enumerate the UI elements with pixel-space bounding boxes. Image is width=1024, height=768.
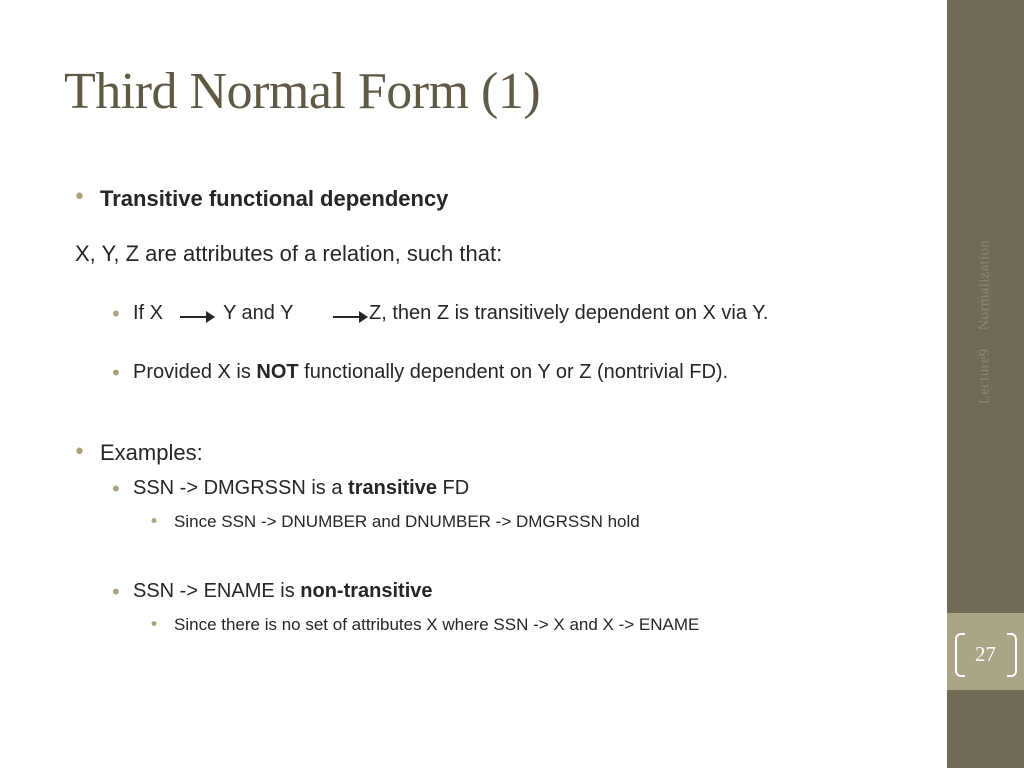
right-arrow-icon	[333, 316, 367, 318]
intro-text: X, Y, Z are attributes of a relation, such that:	[75, 241, 503, 266]
example1-text	[133, 477, 469, 500]
bullet-dot: •	[149, 615, 160, 635]
bullet-dot: •	[110, 361, 122, 385]
heading-transitive-fd	[100, 186, 448, 212]
rule1-part1: If X	[133, 302, 164, 324]
rule1-part3: Z, then Z is transitively dependent on X via Y.	[369, 302, 769, 324]
rule2-text	[133, 361, 728, 384]
rule2-pre: Provided X is	[133, 361, 257, 383]
rule2-post: functionally dependent on Y or Z (nontrivial FD).	[298, 361, 729, 383]
rule2-bold: NOT	[256, 361, 299, 383]
example2-note: Since there is no set of attributes X where SSN -> X and X -> ENAME	[174, 615, 700, 634]
bullet-dot: •	[110, 580, 122, 604]
example1-post: FD	[436, 477, 470, 499]
example2-text	[133, 580, 433, 603]
example1-pre: SSN -> DMGRSSN is a	[133, 477, 349, 499]
right-arrow-icon	[180, 316, 214, 318]
bullet-dot: •	[73, 185, 86, 210]
page-number: 27	[975, 642, 996, 666]
footer-lecture: Lecture9	[976, 348, 993, 405]
bullet-dot: •	[110, 477, 122, 501]
footer-vertical-text	[977, 240, 994, 404]
bullet-dot: •	[149, 512, 160, 532]
heading-text: Transitive functional dependency	[100, 186, 449, 211]
slide-title: Third Normal Form (1)	[64, 63, 541, 120]
example2-pre: SSN -> ENAME is	[133, 580, 301, 602]
rule1-part2: Y and Y	[223, 302, 294, 324]
example1-note: Since SSN -> DNUMBER and DNUMBER -> DMGRSSN hold	[174, 512, 640, 531]
footer-topic: Normalization	[976, 239, 993, 331]
bullet-dot: •	[73, 440, 86, 465]
examples-label: Examples:	[100, 440, 203, 465]
example1-bold: transitive	[348, 477, 437, 499]
example2-bold: non-transitive	[300, 580, 433, 602]
bullet-dot: •	[110, 302, 122, 326]
